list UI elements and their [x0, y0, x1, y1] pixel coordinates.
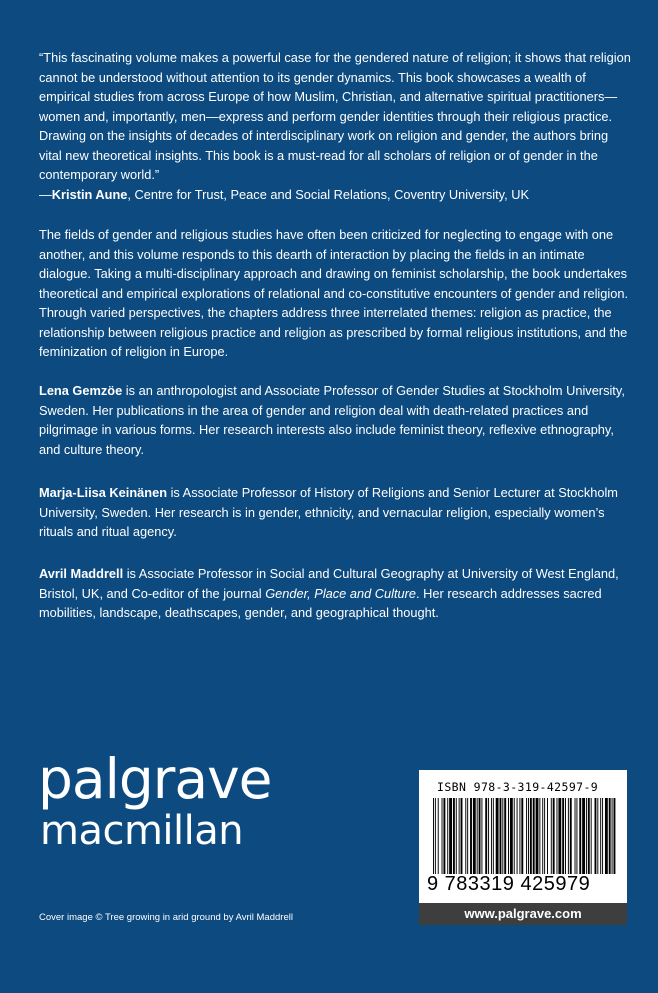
- author-bio-keinanen: [39, 483, 633, 542]
- barcode-box: [419, 770, 627, 925]
- praise-quote: “This fascinating volume makes a powerful case for the gendered nature of religion; it shows that religion cannot be understood without attention to its gender dynamics. This book showcases a wealth of empirical studies from across Europe of how Muslim, Christian, and alternative spiritual practitioners—women and, importantly, men—express and perform gender identities through their religious practice. Drawing on the insights of decades of interdisciplinary work on religion and gender, the authors bring vital new theoretical insights. This book is a must-read for all scholars of religion or of gender in the contemporary world.”: [39, 50, 631, 182]
- praise-quote-block: [39, 48, 633, 204]
- author-bio-maddrell: [39, 564, 633, 623]
- praise-affiliation: , Centre for Trust, Peace and Social Relations, Coventry University, UK: [127, 186, 530, 202]
- bio-text-after: . Her research addresses sacred mobilities, landscape, deathscapes, gender, and geographical thought.: [39, 585, 602, 620]
- bio-text: is Associate Professor of History of Religions and Senior Lecturer at Stockholm University, Sweden. Her research is in gender, ethnicity, and vernacular religion, especially women’s rituals and ritual agency.: [39, 485, 618, 539]
- cover-image-credit: Cover image © Tree growing in arid ground by Avril Maddrell: [39, 912, 293, 923]
- barcode-bars-icon: [433, 798, 617, 874]
- bio-text: is an anthropologist and Associate Professor of Gender Studies at Stockholm University, Sweden. Her publications in the area of gender and religion deal with death-related practices and pilgrimage in various forms. Her research interests also include feminist theory, reflexive ethnography, and culture theory.: [39, 383, 625, 457]
- bio-name: Avril Maddrell: [39, 566, 124, 581]
- isbn-label: ISBN 978-3-319-42597-9: [437, 780, 599, 794]
- barcode-number: 9 783319 425979: [427, 873, 591, 895]
- book-description: The fields of gender and religious studies have often been criticized for neglecting to engage with one another, and this volume responds to this dearth of interaction by placing the fields in an intimate dialogue. Taking a multi-disciplinary approach and drawing on feminist scholarship, the book undertakes theoretical and empirical explorations of relational and co-constitutive encounters of gender and religion. Through varied perspectives, the chapters address three interrelated themes: religion as practice, the relationship between religious practice and religion as prescribed by formal religious institutions, and the feminization of religion in Europe.: [39, 227, 629, 359]
- bio-journal: Gender, Place and Culture: [265, 585, 417, 601]
- logo-line-macmillan: macmillan: [40, 808, 244, 854]
- logo-line-palgrave: palgrave: [38, 747, 272, 811]
- author-bio-gemzoe: [39, 381, 633, 459]
- publisher-url: www.palgrave.com: [419, 903, 627, 925]
- publisher-logo: [38, 747, 272, 854]
- bio-name: Lena Gemzöe: [39, 383, 123, 398]
- praise-dash: —: [39, 186, 52, 202]
- praise-author: Kristin Aune: [51, 186, 128, 202]
- bio-text-before: is Associate Professor in Social and Cultural Geography at University of West England, Bristol, UK, and Co-editor of the journal: [39, 566, 619, 601]
- bio-name: Marja-Liisa Keinänen: [39, 485, 168, 500]
